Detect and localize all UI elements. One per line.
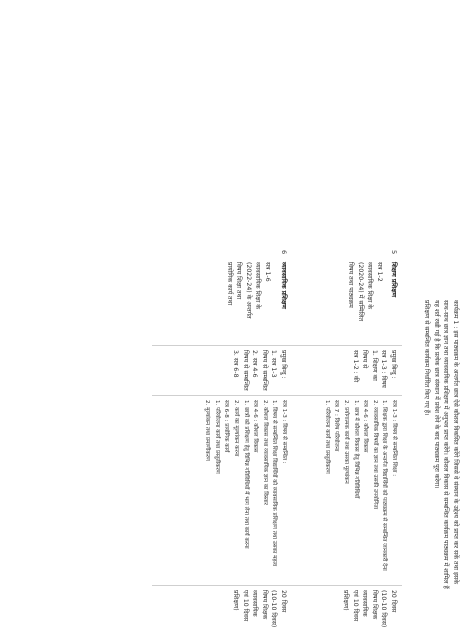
column-divider [152, 345, 402, 346]
section-title: शिक्षण प्रशिक्षण [390, 262, 397, 298]
mid-cell: सत्र 1-2 : की [351, 350, 359, 383]
mid-cell: विषय से सम्बन्धित [241, 350, 249, 391]
section-number: 6 [280, 250, 288, 255]
right-cell: सत्र 4-6 : कौशल विकास [362, 400, 369, 453]
intro-line: कार्यक्रम 1 : इस पाठ्यक्रम के अन्तर्गत छात्र ऐसे कौशल विकसित करेंगे जिससे वे संस्थान के उद्देश्य को प्राप्त कर सकें तथा इसके [452, 300, 459, 584]
mid-cell: 3. सत्र 6-8 [232, 350, 240, 378]
side-cell: (10-10 दिवस) [380, 590, 388, 628]
mid-cell: 1. शिक्षण का [370, 350, 378, 381]
mid-title: प्रमुख बिन्दु : [280, 350, 287, 379]
intro-paragraph [422, 300, 460, 589]
right-cell: सत्र 6-8 : प्रायोगिक कार्य [223, 400, 230, 453]
right-cell: 2. मूल्यांकन तथा प्रमाणीकरण [204, 400, 211, 461]
column-divider [152, 395, 402, 396]
right-cell: 1. शिक्षक द्वारा शिक्षा के अन्तर्गत विद्यार्थियों को पाठ्यक्रम से सम्बन्धित जानकारी देना [381, 400, 388, 571]
mid-title: प्रमुख बिन्दु : [390, 350, 397, 379]
mid-cell: विषय से सम्बन्धित [260, 350, 268, 391]
mid-cell: 2. सत्र 4-6 [251, 350, 259, 378]
right-cell: सत्र 7 : विशेष परियोजना [333, 400, 340, 452]
side-cell: 20 दिवस [280, 590, 287, 613]
mid-cell: सत्र 1-3 : विषय [380, 350, 388, 388]
right-cell: सत्र 1-3 : विषय से सम्बन्धित : [281, 400, 287, 464]
section1-side-column [340, 590, 398, 627]
right-cell: 1. छात्रों को प्रशिक्षण हेतु विभिन्न गतिविधियों में भाग लेना तथा कार्य करना [242, 400, 249, 549]
left-cell: सत्र 1-2 [376, 262, 383, 282]
section2-middle-column [230, 350, 288, 391]
mid-cell: विषय से [361, 350, 369, 369]
right-cell: 1. विषय से सम्बन्धित शिक्षा विद्यार्थियों को व्यावसायिक प्रशिक्षण तथा उसका महत्व [271, 400, 278, 566]
section2-right-column [202, 400, 288, 566]
right-cell: सत्र 4-6 : कौशल विकास [252, 400, 259, 453]
section1-right-column [321, 400, 398, 571]
section-title: व्यावसायिक प्रशिक्षण [280, 262, 287, 309]
left-cell: (2020-24) में सम्मिलित [356, 262, 364, 321]
right-cell: 1. परियोजना कार्य तथा प्रस्तुतीकरण [213, 400, 220, 474]
side-cell: विषय शिक्षक [370, 590, 378, 620]
left-cell: (2022-24) के अन्तर्गत [244, 262, 252, 319]
side-cell: 20 दिवस [390, 590, 397, 613]
side-cell: एवं 10 दिवस [241, 590, 249, 622]
right-cell: सत्र 1-3 : विषय से सम्बन्धित शिक्षा : [391, 400, 397, 477]
section-number: 5 [390, 250, 398, 255]
left-cell: सत्र 1-6 [264, 262, 271, 282]
intro-line: प्रशिक्षण से सम्बन्धित कार्यक्रम निर्धारित किए गए हैं। [423, 300, 431, 416]
right-cell: 1. परियोजना कार्य तथा प्रस्तुतीकरण [323, 400, 330, 474]
section2-side-column [230, 590, 288, 627]
side-cell: प्रशिक्षण) [232, 590, 240, 611]
side-cell: व्यावसायिक [361, 590, 369, 617]
left-cell: व्यावसायिक शिक्षा के [254, 262, 262, 310]
left-cell: व्यावसायिक शिक्षा के [366, 262, 374, 310]
right-cell: 1. छात्र में कौशल विकास हेतु विभिन्न गतिविधियाँ [352, 400, 359, 499]
column-divider [152, 585, 402, 586]
side-cell: (10-10 दिवस) [270, 590, 278, 628]
right-cell: 2. कार्य का मूल्यांकन करना [233, 400, 240, 457]
mid-cell: 1. सत्र 1-3 [270, 350, 278, 378]
section1-left-column [346, 262, 384, 321]
side-cell: एवं 10 दिवस [351, 590, 359, 622]
left-cell: विषय शिक्षा तथा [235, 262, 243, 300]
right-cell: 2. व्यावसायिक विषयों का ज्ञान तथा उसकी उपयोगिता [371, 400, 378, 510]
side-cell: विषय शिक्षक [260, 590, 268, 620]
right-cell: 2. कौशल विकास तथा व्यावसायिक ज्ञान का विस्तार [261, 400, 268, 505]
right-cell: 2. प्रयोगात्मक कार्य तथा उसका मूल्यांकन [343, 400, 350, 484]
side-cell: प्रशिक्षण) [342, 590, 350, 611]
left-cell: विषय तथा पाठ्यक्रम [347, 262, 355, 308]
intro-line: साथ-साथ छात्र ज्ञान तथा व्यावसायिक प्रशिक्षण में अनुभव प्राप्त करेंगे। कौशल विकास से सम्बन्धित कार्यक्रम पाठ्यक्रम में शामिल हैं [442, 300, 450, 589]
intro-line: यह शर्त रखी गई है कि प्रत्येक छात्र संस्थान में प्रवेश लेने के बाद पाठ्यक्रम पूरा करेगा। [432, 300, 440, 489]
side-cell: व्यावसायिक [251, 590, 259, 617]
section2-left-column [224, 262, 272, 319]
section1-middle-column [350, 350, 398, 388]
left-cell: प्रायोगिक कार्य तथा [225, 262, 233, 306]
